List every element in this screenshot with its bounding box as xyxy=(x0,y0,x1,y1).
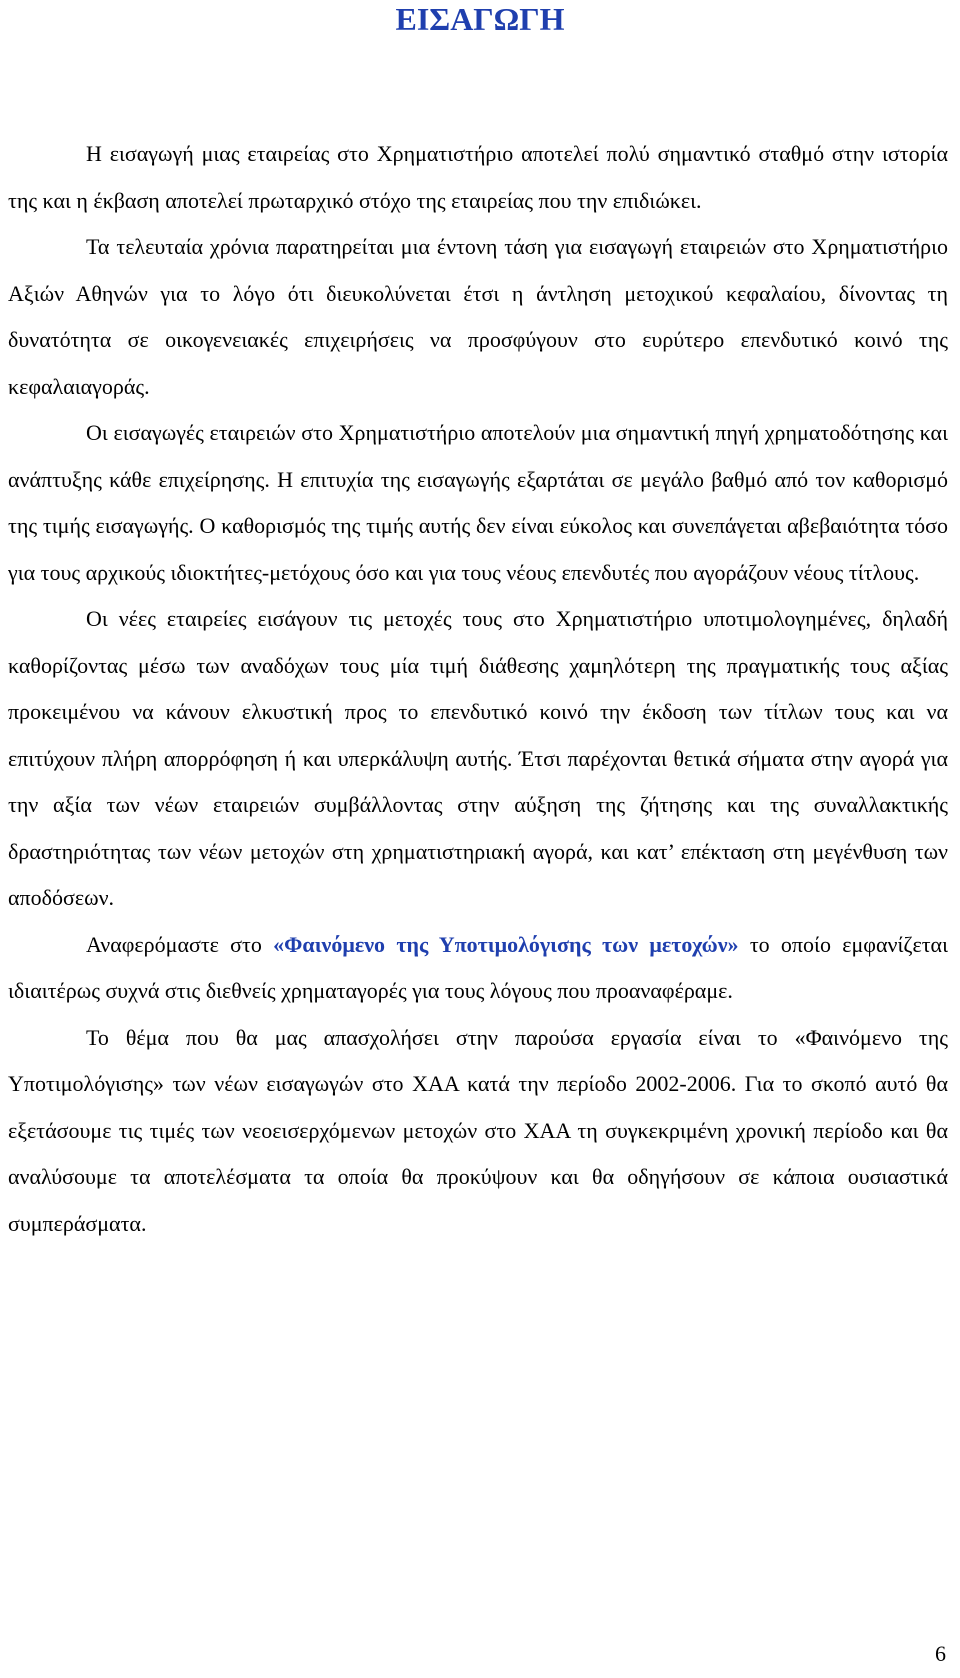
page-title: ΕΙΣΑΓΩΓΗ xyxy=(395,1,565,37)
paragraph-2: Τα τελευταία χρόνια παρατηρείται μια έντονη τάση για εισαγωγή εταιρειών στο Χρηματιστήριο Αξιών Αθηνών για το λόγο ότι διευκολύνεται έτσι η άντληση μετοχικού κεφαλαίου, δίνοντας τη δυνατότητα σε οικογενειακές επιχειρήσεις να προσφύγουν στο ευρύτερο επενδυτικό κοινό της κεφαλαιαγοράς. xyxy=(8,234,948,399)
body-text xyxy=(8,131,948,1247)
paragraph-5 xyxy=(8,922,948,1015)
paragraph-4: Οι νέες εταιρείες εισάγουν τις μετοχές τους στο Χρηματιστήριο υποτιμολογημένες, δηλαδή καθορίζοντας μέσω των αναδόχων τους μία τιμή διάθεσης χαμηλότερη της πραγματικής τους αξίας προκειμένου να κάνουν ελκυστική προς το επενδυτικό κοινό την έκδοση των τίτλων τους και να επιτύχουν πλήρη απορρόφηση ή και υπερκάλυψη αυτής. Έτσι παρέχονται θετικά σήματα στην αγορά για την αξία των νέων εταιρειών συμβάλλοντας στην αύξηση της ζήτησης και της συναλλακτικής δραστηριότητας των νέων μετοχών στη χρηματιστηριακή αγορά, και κατ’ επέκταση στη μεγένθυση των αποδόσεων. xyxy=(8,606,948,910)
page-number: 6 xyxy=(935,1641,946,1666)
paragraph-6: Το θέμα που θα μας απασχολήσει στην παρούσα εργασία είναι το «Φαινόμενο της Υποτιμολόγισης» των νέων εισαγωγών στο ΧΑΑ κατά την περίοδο 2002-2006. Για το σκοπό αυτό θα εξετάσουμε τις τιμές των νεοεισερχόμενων μετοχών στο ΧΑΑ τη συγκεκριμένη χρονική περίοδο και θα αναλύσουμε τα αποτελέσματα τα οποία θα προκύψουν και θα οδηγήσουν σε κάποια ουσιαστικά συμπεράσματα. xyxy=(8,1024,948,1236)
paragraph-1: Η εισαγωγή μιας εταιρείας στο Χρηματιστήριο αποτελεί πολύ σημαντικό σταθμό στην ιστορία της και η έκβαση αποτελεί πρωταρχικό στόχο της εταιρείας που την επιδιώκει. xyxy=(8,141,948,213)
emphasized-phrase: «Φαινόμενο της Υποτιμολόγισης των μετοχών» xyxy=(273,931,739,957)
paragraph-5-tail: το οποίο εμφανίζεται ιδιαιτέρως συχνά στις διεθνείς χρηματαγορές για τους λόγους που προαναφέραμε. xyxy=(8,931,948,1003)
paragraph-3: Οι εισαγωγές εταιρειών στο Χρηματιστήριο αποτελούν μια σημαντική πηγή χρηματοδότησης και ανάπτυξης κάθε επιχείρησης. Η επιτυχία της εισαγωγής εξαρτάται σε μεγάλο βαθμό από τον καθορισμό της τιμής εισαγωγής. Ο καθορισμός της τιμής αυτής δεν είναι εύκολος και συνεπάγεται αβεβαιότητα τόσο για τους αρχικούς ιδιοκτήτες-μετόχους όσο και για τους νέους επενδυτές που αγοράζουν νέους τίτλους. xyxy=(8,420,948,585)
paragraph-5-lead: Αναφερόμαστε στο xyxy=(86,931,274,957)
